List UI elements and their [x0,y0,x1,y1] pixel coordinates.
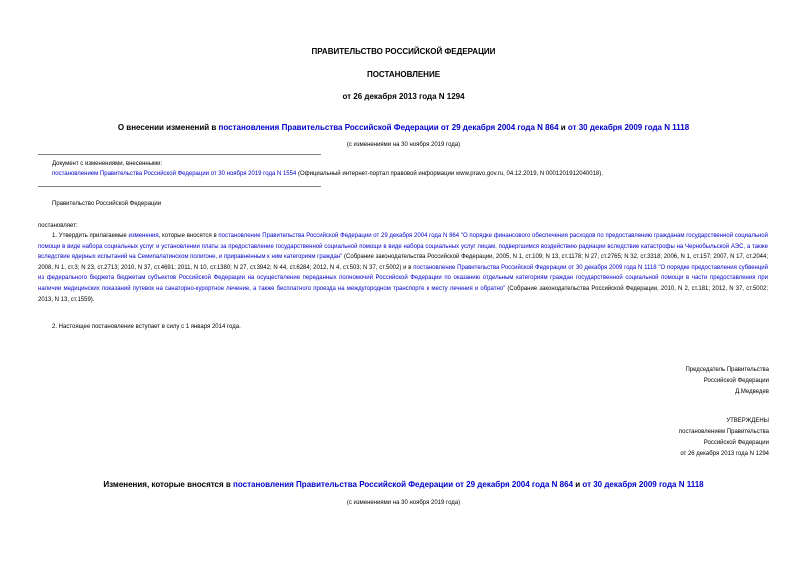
annex-title-prefix: Изменения, которые вносятся в [103,480,234,489]
title-prefix: О внесении изменений в [117,123,219,132]
changes-source: (Официальный интернет-портал правовой информации www.pravo.gov.ru, 04.12.2019, N 0001201912040018). [296,171,603,177]
paragraph-1 [38,231,768,305]
p1-link-1118[interactable]: постановление Правительства Российской Федерации от 30 декабря 2009 года N 1118 "О порядке предоставления субвенций из федерального бюджета бюджетам субъектов Российской Федерации на осуществление переданных полномочий Российской Федерации по оказанию отдельным категориям граждан государственной социальной помощи в части предоставления при наличии медицинских показаний путевок на санаторно-курортное лечение, а также бесплатного проезда на междугородном транспорте к месту лечения и обратно" [38,264,769,292]
changes-bottom-divider [38,186,321,187]
issuer-text: Правительство Российской Федерации [52,201,162,207]
p1-link-864[interactable]: постановление Правительства Российской Федерации от 29 декабря 2004 года N 864 "О порядке финансового обеспечения расходов по предоставлению гражданам государственной социальной помощи в виде набора социальных услуг и установлении платы за предоставление государственной социальной помощи в виде набора социальных услуг лицам, подвергшимся воздействию радиации вследствие катастрофы на Чернобыльской АЭС, а также вследствие ядерных испытаний на Семипалатинском полигоне, и приравненным к ним категориям граждан" [38,233,768,261]
paragraph-2: 2. Настоящее постановление вступает в силу с 1 января 2014 года. [52,324,241,330]
title-link-864[interactable]: постановления Правительства Российской Федерации от 29 декабря 2004 года N 864 [218,123,559,132]
resolves-text: постановляет: [38,223,78,229]
signature-line-3: Д.Медведев [735,389,769,395]
annex-title-middle: и [573,480,583,489]
date-number-heading: от 26 декабря 2013 года N 1294 [342,92,465,101]
changes-link-1554[interactable]: постановлением Правительства Российской Федерации от 30 ноября 2019 года N 1554 [52,171,297,177]
title-link-1118[interactable]: от 30 декабря 2009 года N 1118 [567,123,690,132]
doc-type-heading: ПОСТАНОВЛЕНИЕ [366,70,441,79]
p1-text-d: (Собрание законодательства Российской Федерации, 2010, N 2, ст.181; 2012, N 37, ст.5002; 2013, N 13, ст.1559). [38,285,768,303]
approved-block [679,416,769,460]
approved-line-3: Российской Федерации [703,440,769,446]
title-middle: и [558,123,568,132]
annex-amended-note: (с изменениями на 30 ноября 2019 года) [346,500,461,506]
approved-line-1: УТВЕРЖДЕНЫ [726,418,769,424]
approved-line-2: постановлением Правительства [678,429,769,435]
p1-text-c: (Собрание законодательства Российской Федерации, 2005, N 1, ст.109; N 13, ст.1178; N 27, ст.2765; N 32, ст.3318; 2006, N 1, ст.157; 2007, N 17, ст.2044; 2008, N 1, ст.3; N 23, ст.2713; 2010, N 37, ст.4691; 2011, N 10, ст.1380; N 27, ст.3942; N 44, ст.6284; 2012, N 4, ст.503; N 37, ст.5002) и в [38,254,768,271]
p1-text-a: 1. Утвердить прилагаемые [52,233,129,239]
changes-label: Документ с изменениями, внесенными: [52,161,163,167]
document-title [0,123,807,132]
p1-text-b: , которые вносятся в [158,233,219,239]
government-heading: ПРАВИТЕЛЬСТВО РОССИЙСКОЙ ФЕДЕРАЦИИ [311,47,496,56]
amended-note: (с изменениями на 30 ноября 2019 года) [346,142,461,148]
signature-block [685,365,769,398]
p1-link-changes[interactable]: изменения [128,233,159,239]
annex-title [0,480,807,489]
signature-line-2: Российской Федерации [703,378,769,384]
approved-line-4: от 26 декабря 2013 года N 1294 [680,451,769,457]
annex-title-link-1118[interactable]: от 30 декабря 2009 года N 1118 [582,480,704,489]
signature-line-1: Председатель Правительства [685,367,769,373]
changes-top-divider [38,154,321,155]
changes-line [52,171,603,177]
annex-title-link-864[interactable]: постановления Правительства Российской Федерации от 29 декабря 2004 года N 864 [233,480,574,489]
